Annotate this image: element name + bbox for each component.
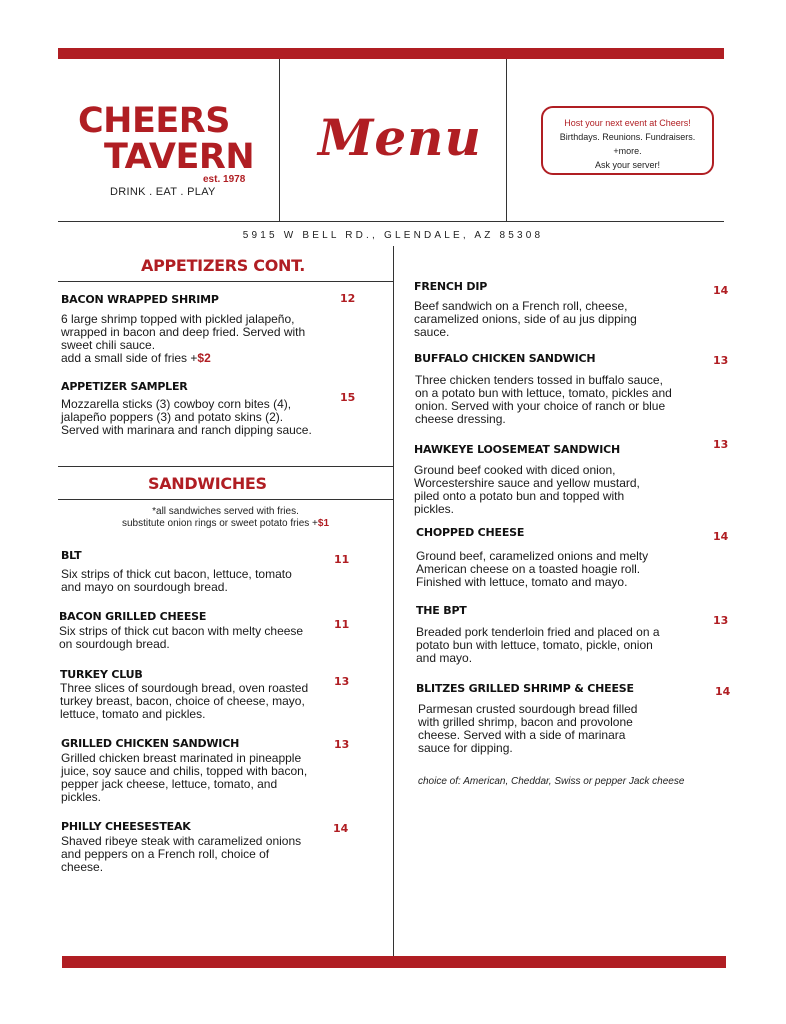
addon-text: add a small side of fries +: [61, 351, 198, 365]
cheese-choice-note: choice of: American, Cheddar, Swiss or pepper Jack cheese: [418, 776, 685, 787]
menu-item-price: 13: [334, 738, 350, 751]
menu-item-description: Shaved ribeye steak with caramelized onions and peppers on a French roll, choice of cheese.: [61, 834, 302, 874]
sides-substitution-price: $1: [317, 518, 330, 529]
sandwiches-note-line1: *all sandwiches served with fries.: [152, 506, 299, 517]
menu-item-price: 13: [713, 614, 729, 627]
menu-item-name: TURKEY CLUB: [60, 668, 143, 681]
menu-item-addon: [61, 352, 321, 365]
menu-item-name: BLT: [61, 549, 82, 562]
established-year: est. 1978: [203, 174, 246, 185]
menu-item-name: PHILLY CHEESESTEAK: [61, 820, 191, 833]
bottom-accent-bar: [62, 956, 726, 968]
menu-item-name: BLITZES GRILLED SHRIMP & CHEESE: [416, 682, 634, 695]
event-title: Host your next event at Cheers!: [564, 118, 691, 128]
header-divider-right: [506, 59, 507, 221]
event-line-3: +more.: [613, 146, 642, 156]
appetizers-section-title: APPETIZERS CONT.: [141, 256, 306, 275]
menu-item-name: APPETIZER SAMPLER: [61, 380, 188, 393]
menu-item-price: 13: [713, 354, 729, 367]
menu-item-name: FRENCH DIP: [414, 280, 488, 293]
menu-title: Menu: [318, 108, 482, 167]
sandwiches-note-line2: [78, 518, 373, 530]
menu-item-description: Mozzarella sticks (3) cowboy corn bites (4), jalapeño poppers (3) and potato skins (2). Served with marinara and ranch dipping sauce.: [61, 397, 312, 437]
menu-item-name: BUFFALO CHICKEN SANDWICH: [414, 352, 596, 365]
event-line-2: Birthdays. Reunions. Fundraisers.: [559, 132, 696, 142]
event-callout: [541, 106, 714, 175]
header-divider-left: [279, 59, 280, 221]
menu-item-price: 13: [334, 675, 350, 688]
menu-item-price: 14: [713, 284, 729, 297]
menu-item-name: CHOPPED CHEESE: [416, 526, 525, 539]
menu-item-description: Ground beef cooked with diced onion, Worcestershire sauce and yellow mustard, piled onto a potato bun and topped with pickles.: [414, 463, 640, 516]
menu-item-description: Grilled chicken breast marinated in pineapple juice, soy sauce and chilis, topped with bacon, pepper jack cheese, lettuce, tomato, and pickles.: [61, 751, 308, 804]
menu-item-name: THE BPT: [416, 604, 467, 617]
header-bottom-rule: [58, 221, 724, 222]
menu-item-description: Three slices of sourdough bread, oven roasted turkey breast, bacon, choice of cheese, mayo, lettuce, tomato and pickles.: [60, 681, 309, 721]
appetizers-rule: [58, 281, 393, 282]
brand-name-line2: TAVERN: [104, 137, 255, 177]
menu-item-price: 14: [333, 822, 349, 835]
menu-item-price: 14: [713, 530, 729, 543]
menu-item-description: Beef sandwich on a French roll, cheese, caramelized onions, side of au jus dipping sauce.: [414, 299, 637, 339]
menu-item-description: Breaded pork tenderloin fried and placed on a potato bun with lettuce, tomato, pickle, onion and mayo.: [416, 625, 660, 665]
sandwiches-note: [78, 506, 373, 530]
menu-item-name: GRILLED CHICKEN SANDWICH: [61, 737, 240, 750]
top-accent-bar: [58, 48, 724, 59]
address: 5915 W BELL RD., GLENDALE, AZ 85308: [242, 230, 544, 241]
addon-price: $2: [197, 351, 211, 365]
menu-item-price: 14: [715, 685, 731, 698]
sandwiches-section-title: SANDWICHES: [148, 474, 267, 493]
menu-item-description: Six strips of thick cut bacon with melty cheese on sourdough bread.: [59, 624, 304, 651]
menu-item-name: BACON GRILLED CHEESE: [59, 610, 207, 623]
sandwiches-top-rule: [58, 466, 393, 467]
menu-item-name: HAWKEYE LOOSEMEAT SANDWICH: [414, 443, 620, 456]
brand-name-line1: CHEERS: [78, 101, 230, 141]
menu-item-description: Six strips of thick cut bacon, lettuce, tomato and mayo on sourdough bread.: [61, 567, 292, 594]
column-divider: [393, 246, 394, 956]
menu-item-price: 12: [340, 292, 356, 305]
menu-item-name: BACON WRAPPED SHRIMP: [61, 293, 219, 306]
menu-item-description: 6 large shrimp topped with pickled jalapeño, wrapped in bacon and deep fried. Served with sweet chili sauce.: [61, 312, 306, 352]
menu-item-price: 15: [340, 391, 356, 404]
menu-item-description: Ground beef, caramelized onions and melty American cheese on a toasted hoagie roll. Finished with lettuce, tomato and mayo.: [416, 549, 649, 589]
menu-item-price: 13: [713, 438, 729, 451]
sides-substitution-text: substitute onion rings or sweet potato fries +: [121, 518, 318, 529]
menu-item-description: Parmesan crusted sourdough bread filled with grilled shrimp, bacon and provolone cheese. Served with a side of marinara sauce for dipping.: [418, 702, 638, 755]
sandwiches-bottom-rule: [58, 499, 393, 500]
tagline: DRINK . EAT . PLAY: [110, 186, 216, 198]
menu-item-price: 11: [334, 618, 350, 631]
menu-item-description: Three chicken tenders tossed in buffalo sauce, on a potato bun with lettuce, tomato, pickles and onion. Served with your choice of ranch or blue cheese dressing.: [415, 373, 672, 426]
menu-item-price: 11: [334, 553, 350, 566]
event-line-4: Ask your server!: [594, 160, 661, 170]
